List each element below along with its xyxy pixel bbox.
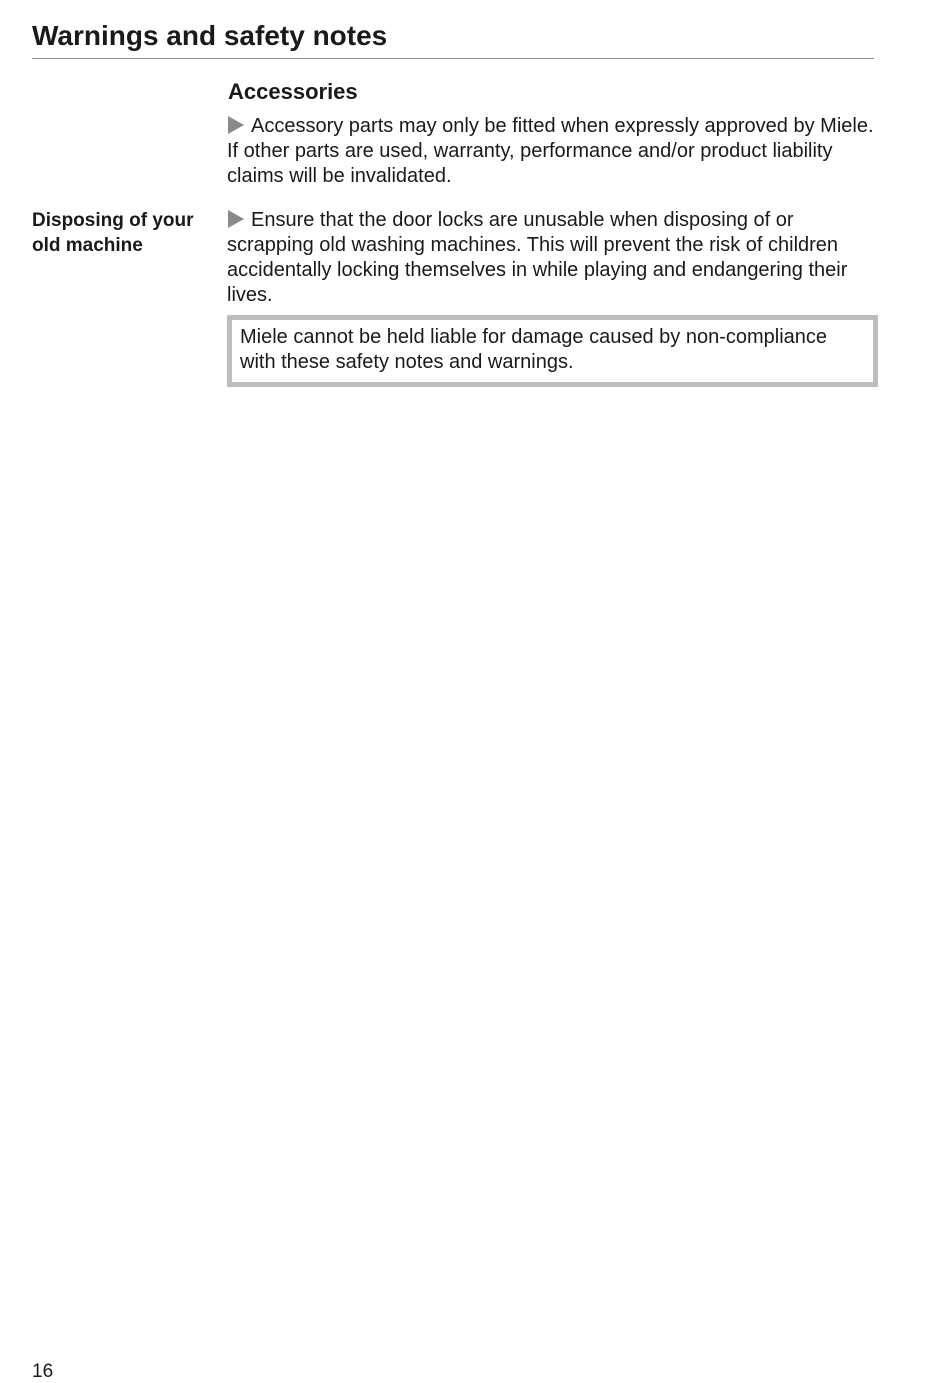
disposal-main-column [227,208,878,387]
disposal-side-label: Disposing of your old machine [32,210,194,256]
page-title: Warnings and safety notes [32,20,388,51]
disposal-warning-text: Ensure that the door locks are unusable when disposing of or scrapping old washing machines. This will prevent the risk of children accidentally locking themselves in while playing and endangering their lives. [227,209,848,306]
triangle-right-icon [228,210,244,228]
disposal-section [32,208,878,387]
page-number: 16 [32,1361,54,1382]
accessories-warning [227,114,878,189]
liability-note-text: Miele cannot be held liable for damage caused by non-compliance with these safety notes and warnings. [240,326,828,373]
disposal-warning [227,208,878,308]
page-header [32,18,874,59]
page-content [32,78,878,387]
accessories-warning-text: Accessory parts may only be fitted when expressly approved by Miele. If other parts are used, warranty, performance and/or product liability claims will be invalidated. [227,115,874,187]
accessories-heading: Accessories [228,79,358,104]
accessories-section [32,78,878,189]
triangle-right-icon [228,116,244,134]
accessories-main-column [227,78,878,189]
liability-note-box [227,315,878,387]
